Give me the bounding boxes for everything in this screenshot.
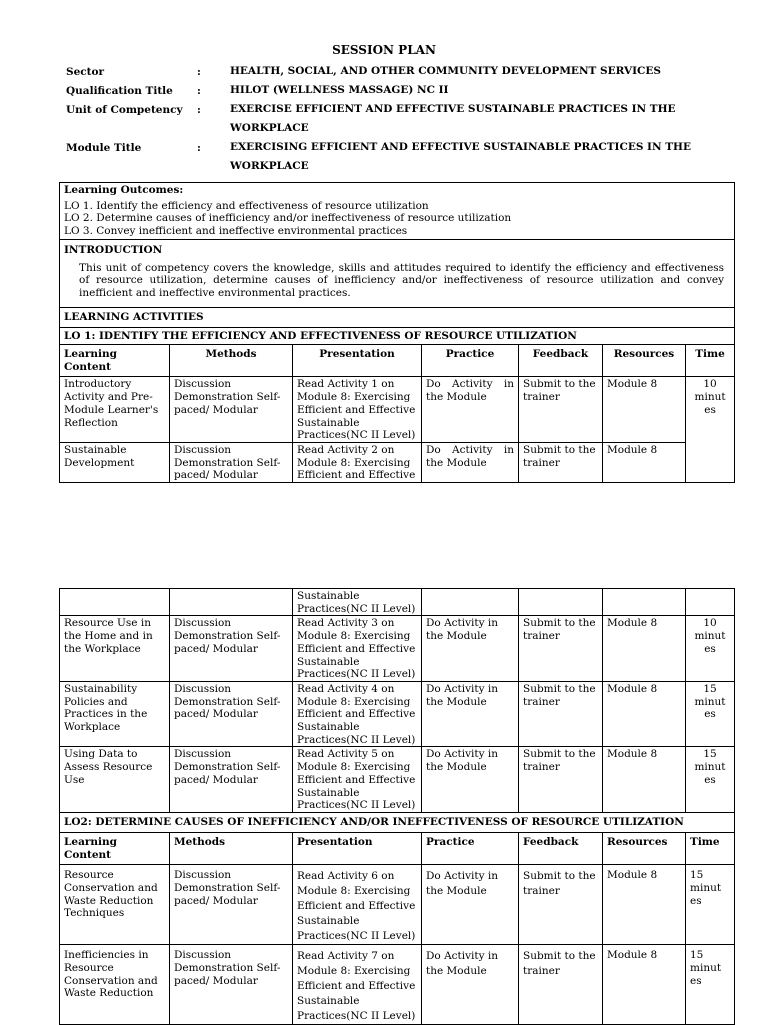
table-row bbox=[60, 589, 735, 616]
presentation-cell: Sustainable Practices(NC II Level) bbox=[293, 589, 422, 616]
time-cell: 15 minut es bbox=[686, 945, 735, 1025]
module-label: Module Title bbox=[66, 142, 142, 154]
introduction-heading: INTRODUCTION bbox=[64, 244, 163, 256]
presentation-cell: Read Activity 4 on Module 8: Exercising Efficient and Effective Sustainable Practices(NC II Level) bbox=[293, 681, 422, 747]
feedback-cell: Submit to the trainer bbox=[519, 616, 603, 682]
table-row bbox=[60, 747, 735, 813]
content-cell: Inefficiencies in Resource Conservation and Waste Reduction bbox=[60, 945, 170, 1025]
feedback-cell: Submit to the trainer bbox=[519, 681, 603, 747]
feedback-cell: Submit to the trainer bbox=[519, 442, 603, 482]
resources-cell: Module 8 bbox=[603, 442, 686, 482]
col-practice: Practice bbox=[422, 832, 519, 864]
session-plan-table-page1 bbox=[59, 182, 735, 483]
time-cell: 15 minut es bbox=[686, 747, 735, 813]
col-presentation: Presentation bbox=[293, 832, 422, 864]
col-time: Time bbox=[686, 832, 735, 864]
lo-item-1: LO 1. Identify the efficiency and effectiveness of resource utilization bbox=[64, 199, 429, 212]
practice-cell: Do Activity in the Module bbox=[422, 747, 519, 813]
methods-cell: Discussion Demonstration Self-paced/ Modular bbox=[170, 747, 293, 813]
resources-cell: Module 8 bbox=[603, 945, 686, 1025]
unit-value: EXERCISE EFFICIENT AND EFFECTIVE SUSTAINABLE PRACTICES IN THE WORKPLACE bbox=[230, 103, 676, 134]
col-time: Time bbox=[686, 345, 735, 377]
table-row bbox=[60, 442, 735, 482]
col-resources: Resources bbox=[603, 345, 686, 377]
practice-cell: Do Activity in the Module bbox=[422, 945, 519, 1025]
unit-colon: : bbox=[197, 104, 201, 116]
presentation-cell: Read Activity 7 on Module 8: Exercising Efficient and Effective Sustainable Practices(NC II Level) bbox=[293, 945, 422, 1025]
col-methods: Methods bbox=[170, 345, 293, 377]
presentation-cell: Read Activity 6 on Module 8: Exercising Efficient and Effective Sustainable Practices(NC II Level) bbox=[293, 865, 422, 945]
module-colon: : bbox=[197, 142, 201, 154]
col-learning-content: Learning Content bbox=[60, 832, 170, 864]
qualification-colon: : bbox=[197, 85, 201, 97]
practice-cell: Do Activity in the Module bbox=[422, 681, 519, 747]
content-cell: Sustainable Development bbox=[60, 442, 170, 482]
table-row bbox=[60, 945, 735, 1025]
practice-cell: Do Activity in the Module bbox=[422, 442, 519, 482]
methods-cell: Discussion Demonstration Self-paced/ Modular bbox=[170, 681, 293, 747]
learning-outcomes-heading: Learning Outcomes: bbox=[64, 184, 184, 196]
table-row bbox=[60, 681, 735, 747]
resources-cell: Module 8 bbox=[603, 377, 686, 443]
module-value: EXERCISING EFFICIENT AND EFFECTIVE SUSTAINABLE PRACTICES IN THE WORKPLACE bbox=[230, 141, 691, 172]
practice-cell: Do Activity in the Module bbox=[422, 377, 519, 443]
feedback-cell: Submit to the trainer bbox=[519, 865, 603, 945]
introduction-cell bbox=[60, 240, 735, 308]
learning-activities-heading: LEARNING ACTIVITIES bbox=[60, 308, 735, 328]
feedback-cell: Submit to the trainer bbox=[519, 747, 603, 813]
col-methods: Methods bbox=[170, 832, 293, 864]
qualification-value: HILOT (WELLNESS MASSAGE) NC II bbox=[230, 84, 449, 96]
time-cell: 15 minut es bbox=[686, 681, 735, 747]
col-feedback: Feedback bbox=[519, 832, 603, 864]
lo-item-2: LO 2. Determine causes of inefficiency and/or ineffectiveness of resource utilization bbox=[64, 212, 512, 225]
col-presentation: Presentation bbox=[293, 345, 422, 377]
practice-cell: Do Activity in the Module bbox=[422, 616, 519, 682]
table-row bbox=[60, 865, 735, 945]
presentation-cell: Read Activity 2 on Module 8: Exercising Efficient and Effective bbox=[293, 442, 422, 482]
sector-colon: : bbox=[197, 66, 201, 78]
sector-label: Sector bbox=[66, 66, 105, 78]
page-title: SESSION PLAN bbox=[332, 43, 436, 57]
qualification-label: Qualification Title bbox=[66, 85, 173, 97]
col-feedback: Feedback bbox=[519, 345, 603, 377]
table-row bbox=[60, 616, 735, 682]
presentation-cell: Read Activity 3 on Module 8: Exercising Efficient and Effective Sustainable Practices(NC II Level) bbox=[293, 616, 422, 682]
lo2-heading: LO2: DETERMINE CAUSES OF INEFFICIENCY AND/OR INEFFECTIVENESS OF RESOURCE UTILIZATION bbox=[60, 812, 735, 832]
methods-cell: Discussion Demonstration Self-paced/ Modular bbox=[170, 616, 293, 682]
content-cell: Introductory Activity and Pre-Module Learner's Reflection bbox=[60, 377, 170, 443]
time-cell: 10 minut es bbox=[686, 616, 735, 682]
methods-cell: Discussion Demonstration Self-paced/ Modular bbox=[170, 377, 293, 443]
introduction-text: This unit of competency covers the knowledge, skills and attitudes required to identify the efficiency and effectiveness of resource utilization, determine causes of inefficiency and/or ineffectiveness of resource utilization and convey inefficient and ineffective environmental practices. bbox=[79, 261, 725, 300]
lo1-heading: LO 1: IDENTIFY THE EFFICIENCY AND EFFECTIVENESS OF RESOURCE UTILIZATION bbox=[60, 328, 735, 345]
col-learning-content: Learning Content bbox=[60, 345, 170, 377]
practice-cell: Do Activity in the Module bbox=[422, 865, 519, 945]
resources-cell: Module 8 bbox=[603, 747, 686, 813]
content-cell: Resource Conservation and Waste Reduction Techniques bbox=[60, 865, 170, 945]
content-cell: Using Data to Assess Resource Use bbox=[60, 747, 170, 813]
time-cell: 10 minut es bbox=[686, 377, 735, 483]
sector-value: HEALTH, SOCIAL, AND OTHER COMMUNITY DEVELOPMENT SERVICES bbox=[230, 65, 661, 77]
methods-cell: Discussion Demonstration Self-paced/ Modular bbox=[170, 865, 293, 945]
feedback-cell: Submit to the trainer bbox=[519, 377, 603, 443]
resources-cell: Module 8 bbox=[603, 681, 686, 747]
resources-cell: Module 8 bbox=[603, 865, 686, 945]
presentation-cell: Read Activity 5 on Module 8: Exercising Efficient and Effective Sustainable Practices(NC II Level) bbox=[293, 747, 422, 813]
content-cell: Resource Use in the Home and in the Workplace bbox=[60, 616, 170, 682]
lo-item-3: LO 3. Convey inefficient and ineffective environmental practices bbox=[64, 225, 408, 238]
content-cell: Sustainability Policies and Practices in the Workplace bbox=[60, 681, 170, 747]
session-plan-table-page2 bbox=[59, 588, 735, 1025]
col-resources: Resources bbox=[603, 832, 686, 864]
unit-label: Unit of Competency bbox=[66, 104, 183, 116]
methods-cell: Discussion Demonstration Self-paced/ Modular bbox=[170, 442, 293, 482]
learning-outcomes-cell bbox=[60, 183, 735, 240]
table-row bbox=[60, 377, 735, 443]
resources-cell: Module 8 bbox=[603, 616, 686, 682]
presentation-cell: Read Activity 1 on Module 8: Exercising Efficient and Effective Sustainable Practices(NC II Level) bbox=[293, 377, 422, 443]
col-practice: Practice bbox=[422, 345, 519, 377]
time-cell: 15 minut es bbox=[686, 865, 735, 945]
feedback-cell: Submit to the trainer bbox=[519, 945, 603, 1025]
methods-cell: Discussion Demonstration Self-paced/ Modular bbox=[170, 945, 293, 1025]
